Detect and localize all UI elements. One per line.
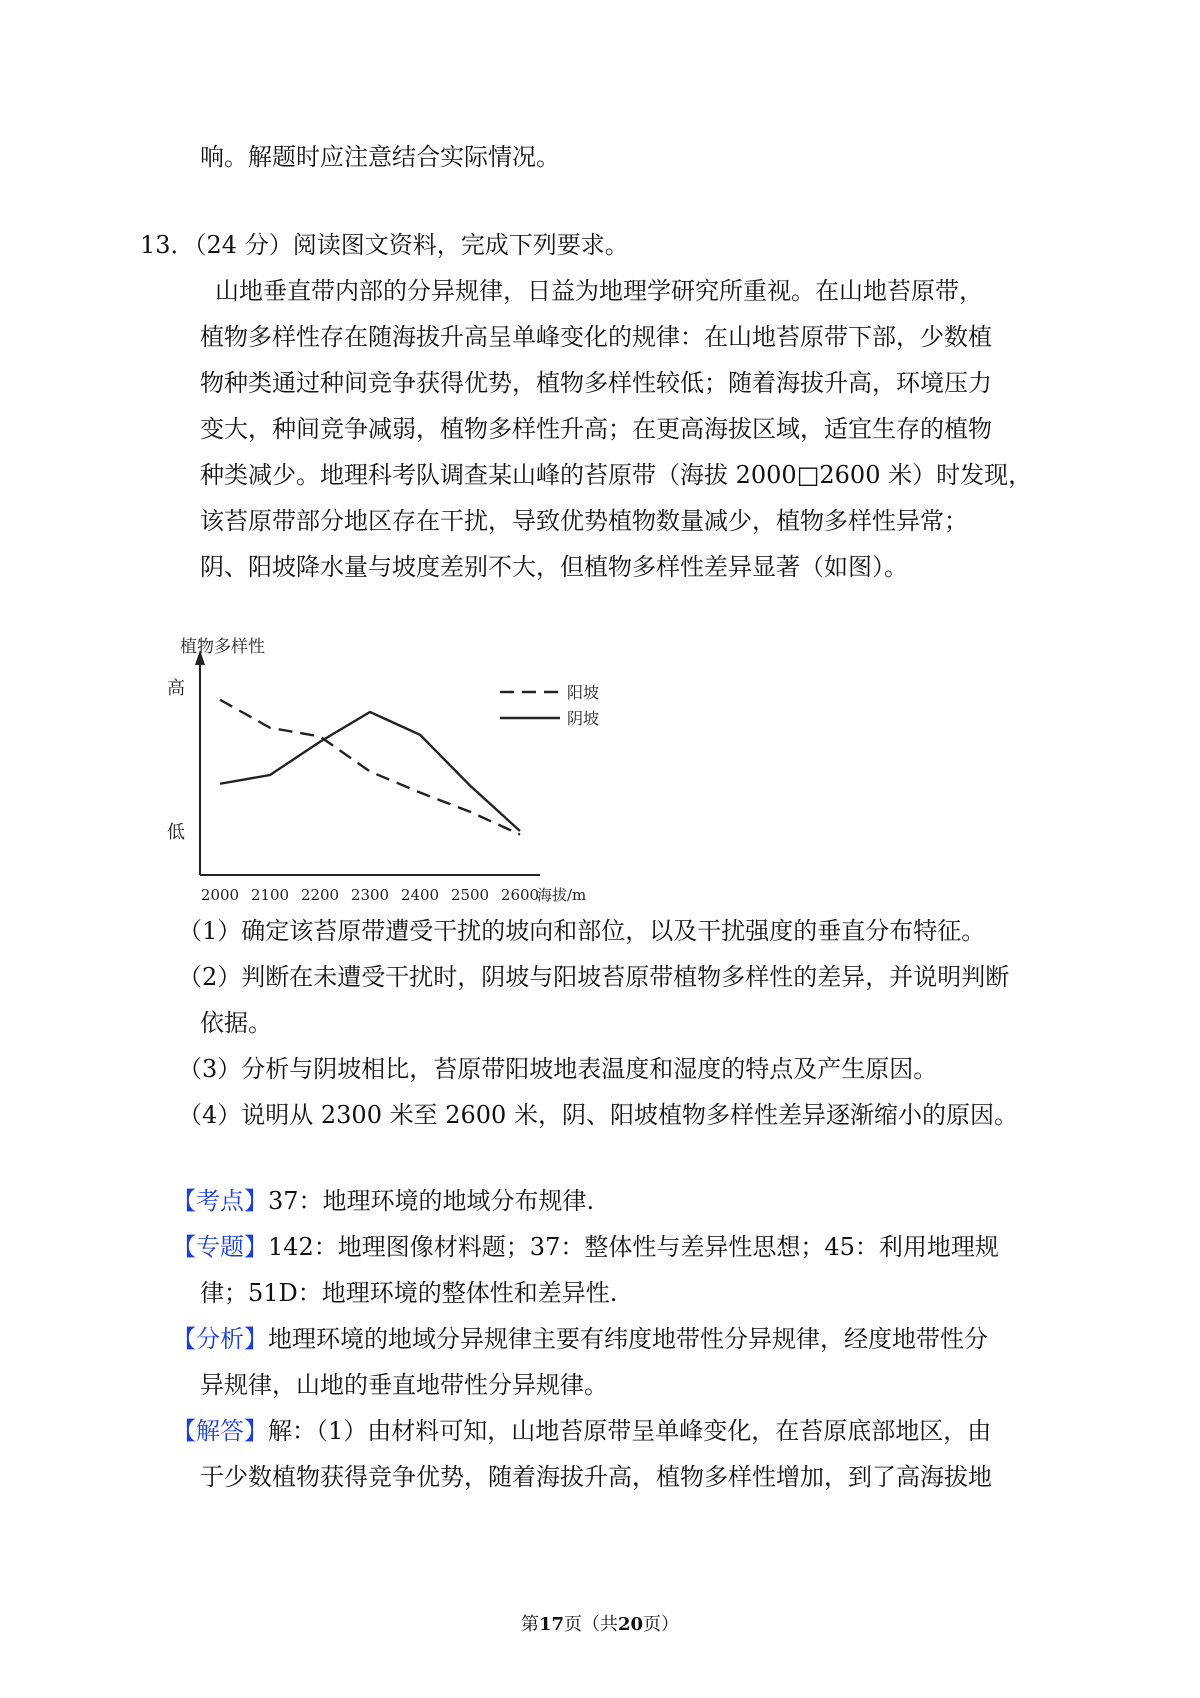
material-paragraph-line-3: 物种类通过种间竞争获得优势，植物多样性较低；随着海拔升高，环境压力	[200, 369, 992, 397]
y-tick-low: 低	[167, 822, 185, 843]
plant-diversity-chart	[167, 630, 675, 904]
x-tick-label-2: 2200	[300, 886, 340, 904]
zhuanti-tag: 【专题】	[172, 1233, 268, 1261]
material-paragraph-line-6: 该苔原带部分地区存在干扰，导致优势植物数量减少，植物多样性异常；	[200, 507, 968, 535]
zhuanti-text-1: 142：地理图像材料题；37：整体性与差异性思想；45：利用地理规	[268, 1233, 999, 1261]
series-line-0	[220, 700, 520, 835]
y-tick-high: 高	[167, 678, 185, 699]
x-tick-label-1: 2100	[250, 886, 290, 904]
y-axis-label: 植物多样性	[180, 637, 265, 657]
material-paragraph-line-5: 种类减少。地理科考队调查某山峰的苔原带（海拔 2000□2600 米）时发现，	[200, 461, 1033, 489]
sub-question-2-line-2: 依据。	[200, 1009, 272, 1037]
sub-question-3: （3）分析与阴坡相比，苔原带阳坡地表温度和湿度的特点及产生原因。	[178, 1055, 938, 1083]
jieda-text-1: 解：（1）由材料可知，山地苔原带呈单峰变化，在苔原底部地区，由	[268, 1417, 992, 1445]
footer-prefix: 第	[520, 1614, 539, 1635]
kaodian-tag: 【考点】	[172, 1187, 268, 1215]
kaodian-text: 37：地理环境的地域分布规律.	[268, 1187, 595, 1215]
footer-mid: 页（共	[564, 1614, 618, 1635]
material-paragraph-line-7: 阴、阳坡降水量与坡度差别不大，但植物多样性差异显著（如图）。	[200, 553, 908, 581]
x-tick-label-4: 2400	[400, 886, 440, 904]
text-line-continuation: 响。解题时应注意结合实际情况。	[200, 143, 560, 171]
sub-question-1: （1）确定该苔原带遭受干扰的坡向和部位，以及干扰强度的垂直分布特征。	[178, 917, 986, 945]
zhuanti-line-2: 律；51D：地理环境的整体性和差异性.	[200, 1279, 618, 1307]
zhuanti-line-1	[172, 1230, 999, 1264]
series-line-1	[220, 712, 520, 831]
fenxi-text-1: 地理环境的地域分异规律主要有纬度地带性分异规律，经度地带性分	[268, 1325, 988, 1353]
x-tick-label-0: 2000	[200, 886, 240, 904]
material-paragraph-line-1: 山地垂直带内部的分异规律，日益为地理学研究所重视。在山地苔原带，	[215, 277, 983, 305]
jieda-line-2: 于少数植物获得竞争优势，随着海拔升高，植物多样性增加，到了高海拔地	[200, 1463, 992, 1491]
kaodian-line	[172, 1184, 594, 1218]
fenxi-tag: 【分析】	[172, 1325, 268, 1353]
material-paragraph-line-4: 变大，种间竞争减弱，植物多样性升高；在更高海拔区域，适宜生存的植物	[200, 415, 992, 443]
legend-label-0: 阳坡	[567, 683, 600, 702]
sub-question-4: （4）说明从 2300 米至 2600 米，阴、阳坡植物多样性差异逐渐缩小的原因。	[178, 1101, 1018, 1129]
x-tick-label-6: 2600	[500, 886, 540, 904]
footer-suffix: 页）	[643, 1614, 680, 1635]
question-13-header: 13．（24 分）阅读图文资料，完成下列要求。	[140, 231, 629, 259]
footer-page-number: 17	[538, 1614, 564, 1635]
fenxi-line-2: 异规律，山地的垂直地带性分异规律。	[200, 1371, 608, 1399]
sub-question-2-line-1: （2）判断在未遭受干扰时，阴坡与阳坡苔原带植物多样性的差异，并说明判断	[178, 963, 1010, 991]
x-tick-label-3: 2300	[350, 886, 390, 904]
x-tick-label-5: 2500	[450, 886, 490, 904]
page-footer	[0, 1610, 1200, 1636]
jieda-line-1	[172, 1414, 991, 1448]
material-paragraph-line-2: 植物多样性存在随海拔升高呈单峰变化的规律：在山地苔原带下部，少数植	[200, 323, 992, 351]
x-axis-label: 海拔/m	[537, 886, 587, 904]
footer-total-pages: 20	[618, 1614, 644, 1635]
fenxi-line-1	[172, 1322, 988, 1356]
legend-label-1: 阴坡	[567, 709, 600, 728]
jieda-tag: 【解答】	[172, 1417, 268, 1445]
